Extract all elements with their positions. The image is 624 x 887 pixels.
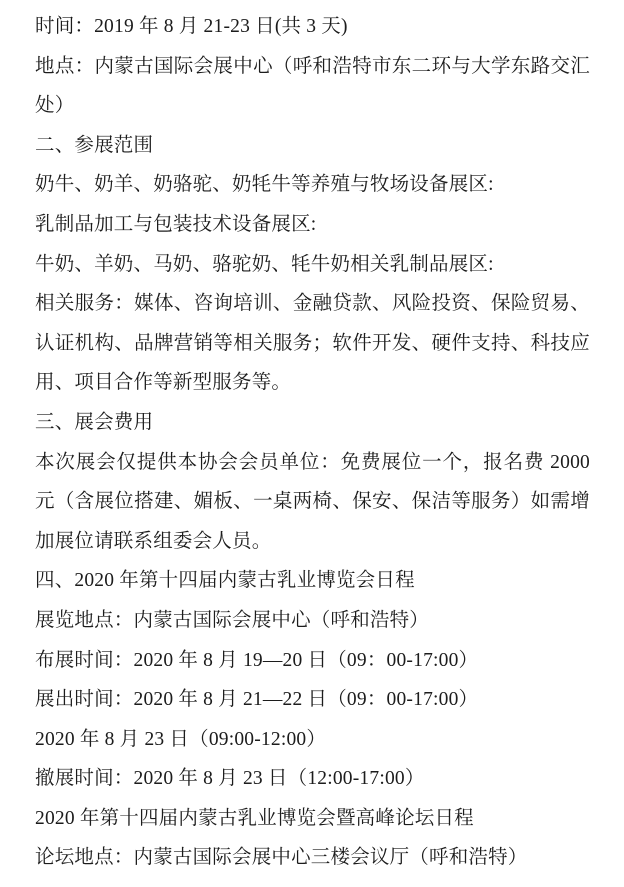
- line-setup-time: 布展时间：2020 年 8 月 19—20 日（09：00-17:00）: [35, 649, 479, 671]
- line-venue: 展览地点：内蒙古国际会展中心（呼和浩特）: [35, 609, 430, 631]
- line-teardown-time: 撤展时间：2020 年 8 月 23 日（12:00-17:00）: [35, 768, 425, 790]
- line-forum-title: 2020 年第十四届内蒙古乳业博览会暨高峰论坛日程: [35, 807, 474, 829]
- line-expo-time: 时间：2019 年 8 月 21-23 日(共 3 天): [35, 16, 348, 37]
- line-expo-location: 地点：内蒙古国际会展中心（呼和浩特市东二环与大学东路交汇: [35, 55, 590, 77]
- line-related-services-1: 相关服务：媒体、咨询培训、金融贷款、风险投资、保险贸易、: [35, 293, 590, 315]
- line-show-time-2: 2020 年 8 月 23 日（09:00-12:00）: [35, 728, 327, 750]
- line-show-time-1: 展出时间：2020 年 8 月 21—22 日（09：00-17:00）: [35, 689, 479, 711]
- heading-section-3-fees: 三、展会费用: [35, 411, 154, 433]
- line-fee-details-3: 加展位请联系组委会人员。: [35, 530, 272, 552]
- line-related-services-2: 认证机构、品牌营销等相关服务；软件开发、硬件支持、科技应: [35, 332, 590, 354]
- line-fee-details-1: 本次展会仅提供本协会会员单位：免费展位一个，报名费 2000: [35, 451, 590, 473]
- line-fee-details-2: 元（含展位搭建、媚板、一桌两椅、保安、保洁等服务）如需增: [35, 491, 590, 513]
- heading-section-4-schedule: 四、2020 年第十四届内蒙古乳业博览会日程: [35, 570, 415, 592]
- line-zone-livestock: 奶牛、奶羊、奶骆驼、奶牦牛等养殖与牧场设备展区:: [35, 174, 494, 196]
- line-zone-dairy-products: 牛奶、羊奶、马奶、骆驼奶、牦牛奶相关乳制品展区:: [35, 253, 494, 275]
- heading-section-2-scope: 二、参展范围: [35, 134, 154, 156]
- line-zone-processing: 乳制品加工与包装技术设备展区:: [35, 213, 317, 235]
- line-expo-location-cont: 处）: [35, 95, 75, 117]
- line-related-services-3: 用、项目合作等新型服务等。: [35, 372, 292, 394]
- line-forum-location: 论坛地点：内蒙古国际会展中心三楼会议厅（呼和浩特）: [35, 847, 528, 869]
